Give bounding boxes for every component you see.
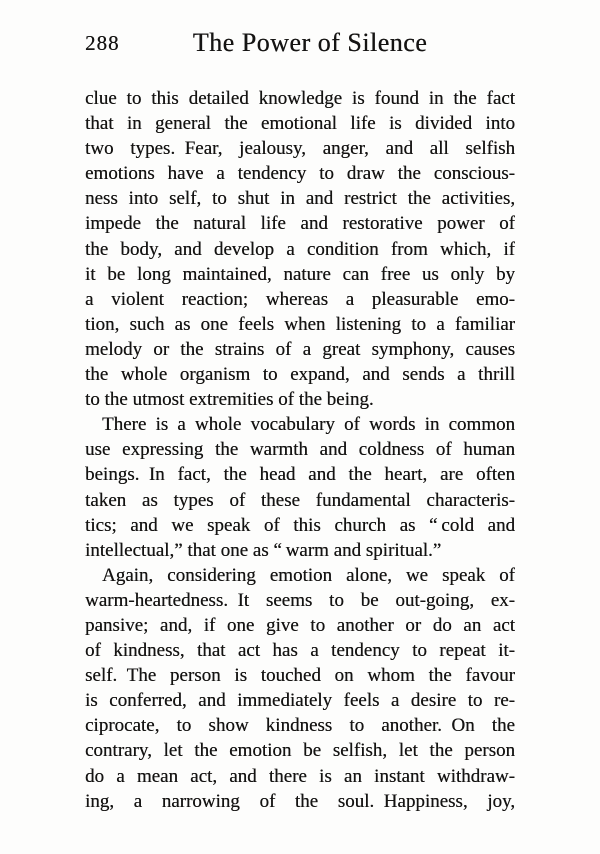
- text-line: is conferred, and immediately feels a desire to re-: [85, 690, 515, 712]
- page-title: The Power of Silence: [192, 28, 428, 57]
- text-line: pansive; and, if one give to another or do an act: [85, 614, 515, 636]
- running-header: [85, 28, 515, 58]
- text-line: two types. Fear, jealousy, anger, and all selfish: [85, 138, 515, 160]
- text-line: Again, considering emotion alone, we speak of: [102, 564, 515, 586]
- paragraph: [85, 412, 515, 563]
- text-line: taken as types of these fundamental characteris-: [85, 489, 515, 511]
- paragraph: [85, 563, 515, 814]
- text-line: ciprocate, to show kindness to another. On the: [85, 715, 515, 737]
- text-line: to the utmost extremities of the being.: [85, 389, 374, 411]
- text-line: do a mean act, and there is an instant withdraw-: [85, 765, 515, 787]
- text-line: tion, such as one feels when listening to a familiar: [85, 313, 515, 335]
- text-line: ing, a narrowing of the soul. Happiness, joy,: [85, 790, 515, 812]
- text-line: clue to this detailed knowledge is found in the fact: [85, 88, 515, 109]
- text-line: contrary, let the emotion be selfish, let the person: [85, 740, 515, 762]
- text-line: intellectual,” that one as “ warm and spiritual.”: [85, 539, 442, 561]
- text-line: that in general the emotional life is divided into: [85, 113, 515, 135]
- text-line: of kindness, that act has a tendency to repeat it-: [85, 640, 515, 662]
- text-line: There is a whole vocabulary of words in common: [102, 414, 515, 436]
- page-number: 288: [85, 31, 120, 55]
- text-line: a violent reaction; whereas a pleasurable emo-: [85, 288, 515, 310]
- paragraph: [85, 86, 515, 412]
- text-line: ness into self, to shut in and restrict the activities,: [85, 188, 515, 210]
- text-line: warm-heartedness. It seems to be out-going, ex-: [85, 589, 515, 611]
- text-line: self. The person is touched on whom the favour: [85, 665, 515, 687]
- text-line: tics; and we speak of this church as “ cold and: [85, 514, 515, 536]
- text-line: the body, and develop a condition from which, if: [85, 238, 515, 260]
- text-line: beings. In fact, the head and the heart, are often: [85, 464, 515, 486]
- text-line: emotions have a tendency to draw the conscious-: [85, 163, 515, 185]
- text-line: melody or the strains of a great symphony, causes: [85, 338, 515, 360]
- text-line: impede the natural life and restorative power of: [85, 213, 515, 235]
- text-line: use expressing the warmth and coldness of human: [85, 439, 515, 461]
- text-column: [85, 86, 515, 814]
- text-line: it be long maintained, nature can free us only by: [85, 263, 515, 285]
- text-line: the whole organism to expand, and sends a thrill: [85, 364, 515, 386]
